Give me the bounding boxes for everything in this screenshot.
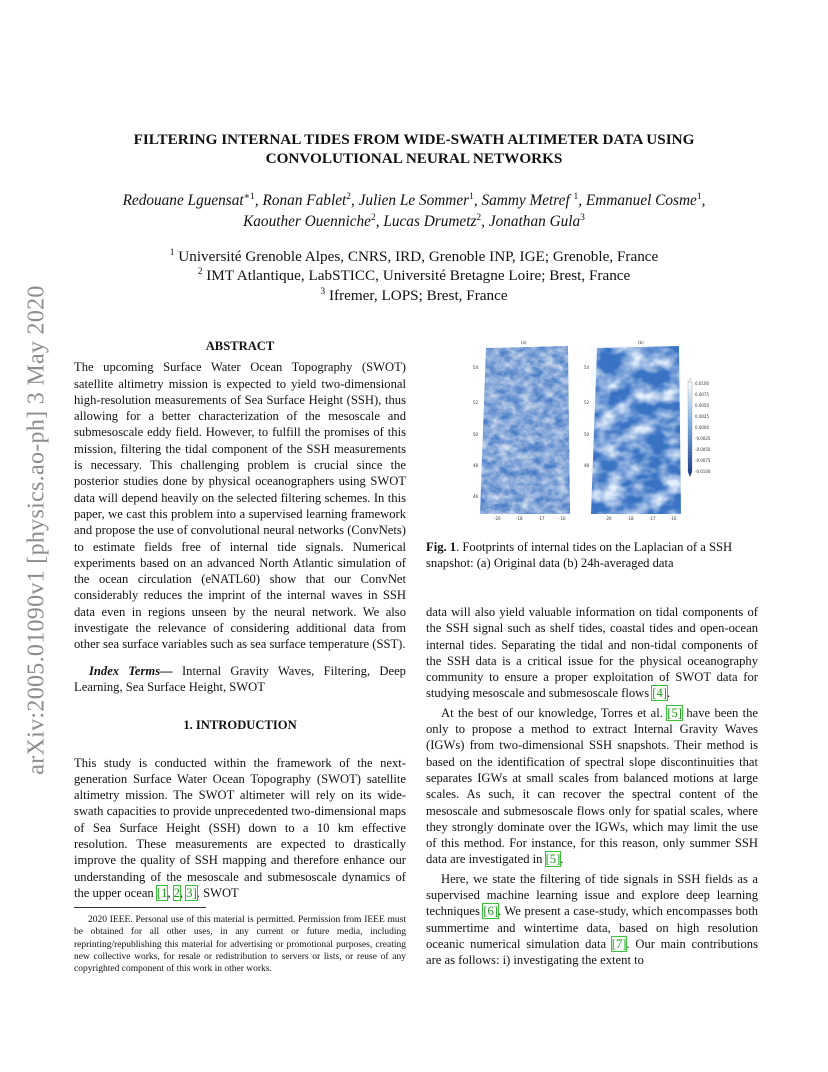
colorbar-tick: -0.0050 xyxy=(695,447,711,452)
affiliation-text: IMT Atlantique, LabSTICC, Université Bretagne Loire; Brest, France xyxy=(202,267,631,285)
affiliation-text: Ifremer, LOPS; Brest, France xyxy=(325,286,508,304)
intro-text: This study is conducted within the framework of the next-generation Surface Water Ocean Topography (SWOT) satellite altimetry mission. The SWOT altimeter will rely on its wide-swath capacities to provide unprecedented two-dimensional maps of Sea Surface Height (SSH) down to a 10 km effective resolution. These measurements are expected to drastically improve the quality of SSH mapping and therefore enhance our understanding of the mesoscale and submesoscale dynamics of the upper ocean xyxy=(74,755,406,900)
author-line-2 xyxy=(80,211,748,232)
figure-caption xyxy=(426,539,758,572)
tick-label: 54 xyxy=(584,365,590,370)
citation-separator: , xyxy=(179,885,187,900)
paragraph-text: Here, we state the filtering of tide signals in SSH fields as a supervised machine learning issue and explore deep learning techniques xyxy=(426,871,758,919)
author-sup: 1 xyxy=(469,191,474,202)
colorbar-tick: 0.0025 xyxy=(695,414,709,419)
x-ticks-a xyxy=(494,516,566,521)
affiliation-2 xyxy=(80,266,748,285)
author-list xyxy=(80,190,748,232)
paragraph-text: At the best of our knowledge, Torres et al. xyxy=(441,705,668,720)
colorbar-tick: 0.0050 xyxy=(695,403,709,408)
tick-label: 52 xyxy=(473,400,479,405)
colorbar-tick: 0.0100 xyxy=(695,381,709,386)
tick-label: 52 xyxy=(584,400,590,405)
tick-label: -20 xyxy=(605,516,612,521)
tick-label: -18 xyxy=(627,516,634,521)
footnote-text: 2020 IEEE. Personal use of this material is permitted. Permission from IEEE must be obtained for all other uses, in any current or future media, including reprinting/republishing this material for advertising or promotional purposes, creating new collective works, for resale or redistribution to servers or lists, or reuse of any copyrighted component of this work in other works. xyxy=(74,915,406,975)
y-ticks-b xyxy=(584,365,590,468)
tick-label: 50 xyxy=(473,432,479,437)
author-sup: 1 xyxy=(696,191,702,202)
affiliation-1 xyxy=(80,247,748,266)
colorbar-tick: -0.0025 xyxy=(695,436,711,441)
author-name: , Sammy Metref xyxy=(473,192,574,209)
index-terms-text: Internal Gravity Waves, Filtering, Deep Learning, Sea Surface Height, SWOT xyxy=(74,663,406,694)
citation-2[interactable]: 2 xyxy=(173,885,180,900)
left-column xyxy=(74,338,406,975)
intro-heading: 1. INTRODUCTION xyxy=(183,718,297,733)
citation-link[interactable]: [6] xyxy=(483,904,499,919)
author-sup: ∗1 xyxy=(243,191,255,202)
paragraph-text: . xyxy=(666,686,671,701)
colorbar-tick: 0.0000 xyxy=(695,425,709,430)
abstract-text: The upcoming Surface Water Ocean Topography (SWOT) satellite altimetry mission is expected to yield two-dimensional high-resolution measurements of Sea Surface Height (SSH), thus allowing for a better characterization of the mesoscale and submesoscale eddy field. However, to fulfill the promises of this mission, filtering the tidal component of the SSH measurements is necessary. This challenging problem is crucial since the posterior studies done by physical oceanographers using SWOT data will depend heavily on the selected filtering schemes. In this paper, we cast this problem into a supervised learning framework and propose the use of convolutional neural networks (ConvNets) to estimate fields free of internal tide signals. Numerical experiments based on an advanced North Atlantic simulation of the ocean circulation (eNATL60) show that our ConvNet considerably reduces the imprint of the internal waves in SSH data even in regions unseen by the neural network. We also investigate the relevance of considering additional data from other sea surface variables such as sea surface temperature (SST). xyxy=(74,360,406,652)
paragraph-text: . xyxy=(560,852,564,867)
author-name: , Julien Le Sommer xyxy=(350,192,470,209)
paper-title xyxy=(80,130,748,168)
citation-link[interactable] xyxy=(157,886,168,900)
citation-3[interactable]: 3] xyxy=(186,885,197,900)
intro-paragraph xyxy=(74,755,406,902)
author-sup: 1 xyxy=(573,191,579,202)
paragraph-text: . Our main contributions are as follows: i) investigating the extent to xyxy=(426,936,758,968)
title-line-2: CONVOLUTIONAL NEURAL NETWORKS xyxy=(265,150,563,167)
copyright-footnote xyxy=(74,914,406,975)
author-name: Redouane Lguensat xyxy=(122,192,244,209)
abstract-heading: ABSTRACT xyxy=(205,339,275,353)
footnote-rule xyxy=(74,907,206,908)
tick-label: -17 xyxy=(538,516,545,521)
paragraph-text: have been the only to propose a method to extract Internal Gravity Waves (IGWs) from two-dimensional SSH snapshots. Their method is based on the identification of spectral slope discontinuities that separates IGWs at small scales from balanced motions at large scales. As such, it can recover the spectral content of the mesoscale and submesoscale flows only for spatial scales, where they strongly dominate over the IGWs, which may limit the use of this method. For instance, for this reason, only summer SSH data are investigated in xyxy=(426,705,758,867)
affiliation-sup: 3 xyxy=(320,286,326,297)
affiliation-3 xyxy=(80,286,748,305)
right-paragraph-2 xyxy=(426,705,758,868)
affiliation-sup: 1 xyxy=(169,247,175,258)
x-ticks-b xyxy=(605,516,677,521)
title-line-1: FILTERING INTERNAL TIDES FROM WIDE-SWATH ALTIMETER DATA USING xyxy=(133,131,695,148)
intro-text-end: . SWOT xyxy=(196,885,239,900)
citation-link[interactable]: [5] xyxy=(667,705,682,720)
author-sup: 2 xyxy=(476,212,482,223)
panel-a xyxy=(480,346,570,514)
colorbar xyxy=(688,378,711,477)
figure-1-image xyxy=(466,336,726,522)
affiliation-text: Université Grenoble Alpes, CNRS, IRD, Grenoble INP, IGE; Grenoble, France xyxy=(174,248,659,265)
author-name: Kaouther Ouenniche xyxy=(243,213,371,230)
paragraph-text: . We present a case-study, which encompasses both summertime and wintertime data, based on high resolution oceanic numerical simulation data xyxy=(426,904,758,951)
colorbar-tick: -0.0100 xyxy=(695,469,711,474)
tick-label: 48 xyxy=(473,463,479,468)
author-separator: , xyxy=(701,192,706,209)
footnote-block xyxy=(74,907,406,975)
citation-link[interactable]: [4] xyxy=(652,686,667,701)
index-terms-label: Index Terms— xyxy=(89,663,173,678)
author-name: , Lucas Drumetz xyxy=(375,213,477,230)
caption-text: . Footprints of internal tides on the Laplacian of a SSH snapshot: (a) Original data (b) 24h-averaged data xyxy=(426,540,733,571)
index-terms xyxy=(74,663,406,696)
tick-label: -17 xyxy=(649,516,656,521)
tick-label: 54 xyxy=(473,365,479,370)
tick-label: 46 xyxy=(473,494,479,499)
tick-label: -16 xyxy=(670,516,677,521)
tick-label: -16 xyxy=(559,516,566,521)
arxiv-id: arXiv:2005.01090v1 [physics.ao-ph] 3 May 2020 xyxy=(23,285,50,775)
right-column xyxy=(426,604,758,969)
panel-label-a: (a) xyxy=(521,340,527,345)
author-name: , Ronan Fablet xyxy=(254,192,347,209)
author-name: , Jonathan Gula xyxy=(481,213,581,230)
author-sup: 2 xyxy=(370,212,376,223)
panel-label-b: (b) xyxy=(638,340,644,345)
colorbar-tick: 0.0075 xyxy=(695,392,709,397)
affiliations xyxy=(80,247,748,305)
panel-b xyxy=(591,346,681,514)
author-sup: 3 xyxy=(580,212,585,223)
tick-label: -18 xyxy=(516,516,523,521)
paragraph-text: data will also yield valuable information on tidal components of the SSH signal such as shelf tides, coastal tides and open-ocean internal tides. Separating the tidal and non-tidal components of the SSH data is a critical issue for the physical oceanography community to ensure a proper exploitation of SWOT data for studying mesoscale and submesoscale flows xyxy=(426,605,758,701)
tick-label: -20 xyxy=(494,516,501,521)
author-sup: 2 xyxy=(346,191,351,202)
citation-1[interactable]: [1 xyxy=(156,885,168,900)
caption-label: Fig. 1 xyxy=(426,540,457,554)
author-line-1 xyxy=(80,190,748,211)
y-ticks-a xyxy=(473,365,479,499)
author-name: , Emmanuel Cosme xyxy=(578,192,697,209)
colorbar-tick: -0.0075 xyxy=(695,458,711,463)
citation-separator: , xyxy=(167,885,174,900)
arxiv-watermark xyxy=(22,250,52,810)
citation-link[interactable]: [5] xyxy=(545,852,561,867)
figure-1 xyxy=(466,336,726,522)
right-paragraph-3 xyxy=(426,871,758,969)
affiliation-sup: 2 xyxy=(197,267,203,278)
tick-label: 50 xyxy=(584,432,590,437)
citation-link[interactable]: [7] xyxy=(611,936,627,951)
tick-label: 48 xyxy=(584,463,590,468)
right-paragraph-1 xyxy=(426,604,758,702)
citation-link[interactable] xyxy=(186,886,197,900)
